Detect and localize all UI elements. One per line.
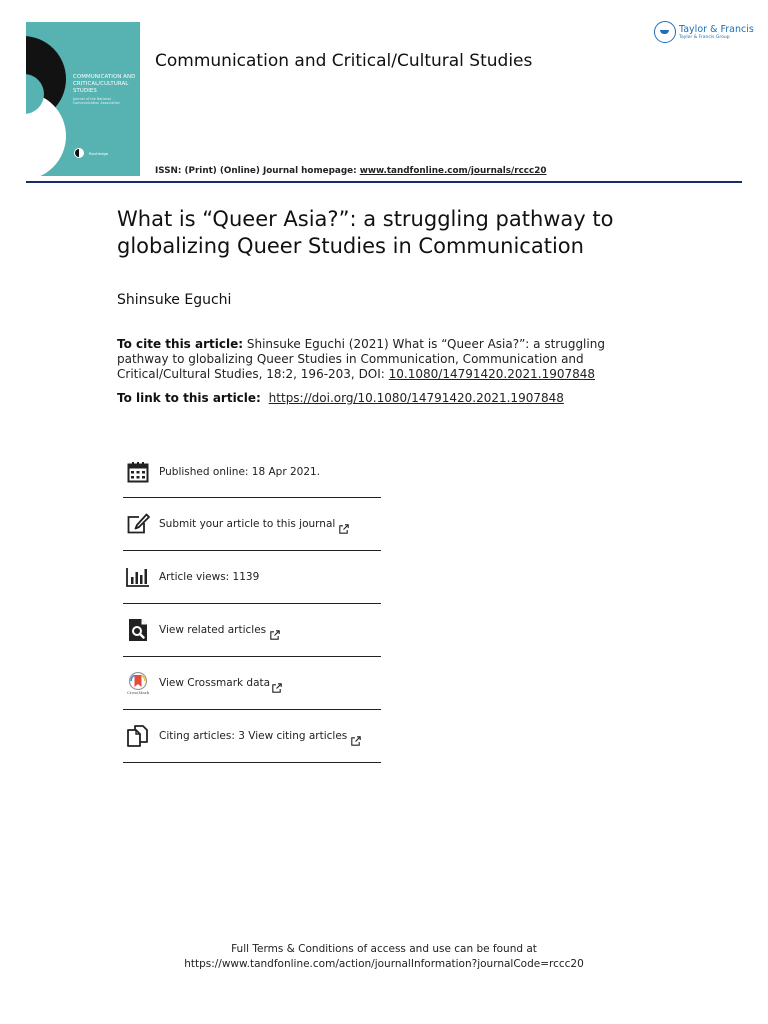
journal-homepage-link[interactable]: www.tandfonline.com/journals/rccc20 — [359, 166, 547, 176]
article-link-line — [117, 391, 564, 405]
related-articles-link[interactable]: View related articles — [159, 624, 267, 636]
article-author: Shinsuke Eguchi — [117, 292, 232, 308]
external-link-icon — [339, 519, 349, 529]
cover-title: COMMUNICATION AND CRITICAL/CULTURAL STUDIES Journal of the National Communication Association — [73, 74, 136, 105]
bar-chart-icon — [126, 565, 150, 589]
citation-label: To cite this article: — [117, 337, 244, 351]
terms-footer-url[interactable]: https://www.tandfonline.com/action/journalInformation?journalCode=rccc20 — [184, 958, 584, 970]
issn-text: ISSN: (Print) (Online) Journal homepage: — [155, 166, 360, 176]
submit-article-row[interactable] — [123, 498, 381, 551]
crossmark-icon-label: CrossMark — [126, 689, 150, 695]
publisher-name: Taylor & Francis — [679, 23, 754, 35]
publisher-group: Taylor & Francis Group — [679, 34, 730, 40]
citing-articles-link[interactable]: Citing articles: 3 View citing articles — [159, 730, 348, 742]
article-title: What is “Queer Asia?”: a struggling pathway to globalizing Queer Studies in Communication — [117, 207, 614, 258]
submit-article-link[interactable]: Submit your article to this journal — [159, 518, 336, 530]
routledge-logo: Routledge — [89, 150, 109, 156]
published-online-text: Published online: 18 Apr 2021. — [159, 465, 321, 478]
citation-text: Shinsuke Eguchi (2021) What is “Queer Asia?”: a struggling pathway to globalizing Queer Studies in Communication, Communication and Critical/Cultural Studies, 18:2, 196-203, DOI: — [117, 337, 605, 381]
article-info-list — [123, 446, 381, 763]
crossmark-icon — [126, 671, 150, 695]
issn-line — [155, 166, 546, 176]
doi-link[interactable]: 10.1080/14791420.2021.1907848 — [388, 367, 596, 381]
document-search-icon — [126, 618, 150, 642]
nca-logo-icon — [74, 148, 84, 158]
link-label: To link to this article: — [117, 391, 261, 405]
calendar-icon — [126, 460, 150, 484]
journal-cover-image — [26, 22, 140, 176]
terms-footer-line1: Full Terms & Conditions of access and use can be found at — [231, 943, 537, 955]
article-views-row — [123, 551, 381, 604]
external-link-icon — [351, 731, 361, 741]
cover-subtitle: Journal of the National Communication Association — [73, 97, 120, 105]
citing-articles-row[interactable] — [123, 710, 381, 763]
journal-title: Communication and Critical/Cultural Studies — [155, 51, 533, 71]
header-divider — [26, 181, 742, 183]
citation-block — [117, 337, 652, 382]
taylor-francis-logo-icon — [654, 21, 676, 43]
terms-footer — [0, 942, 768, 972]
external-link-icon — [272, 678, 282, 688]
external-link-icon — [270, 625, 280, 635]
crossmark-row[interactable] — [123, 657, 381, 710]
edit-icon — [126, 512, 150, 536]
cover-publisher-logos — [74, 148, 108, 158]
published-online-row — [123, 446, 381, 498]
citing-documents-icon — [126, 724, 150, 748]
related-articles-row[interactable] — [123, 604, 381, 657]
article-url-link[interactable]: https://doi.org/10.1080/14791420.2021.1907848 — [268, 391, 564, 405]
taylor-francis-logo — [654, 21, 754, 43]
crossmark-link[interactable]: View Crossmark data — [159, 677, 271, 689]
article-views-text: Article views: 1139 — [159, 571, 260, 583]
